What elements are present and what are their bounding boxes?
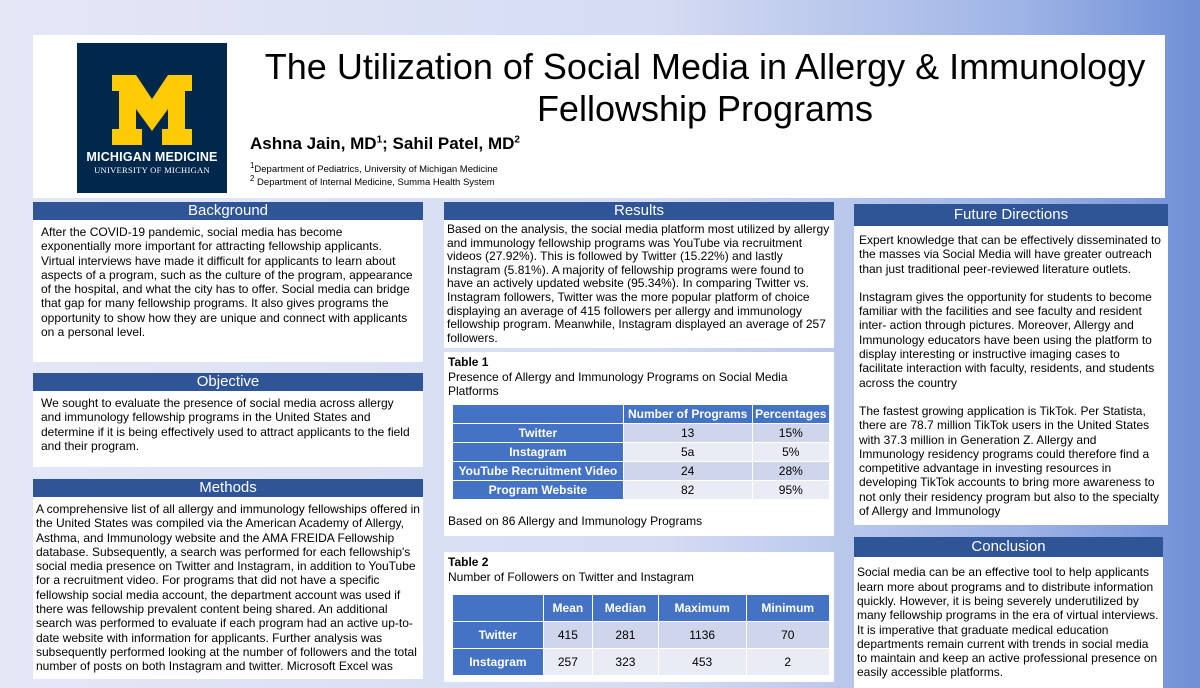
table-header-row — [453, 594, 830, 621]
table-cell: 13 — [623, 424, 752, 443]
table-cell: YouTube Recruitment Video — [453, 462, 624, 481]
table1-label: Table 1 — [448, 355, 489, 370]
column-header: Minimum — [746, 594, 830, 621]
table-row — [453, 443, 830, 462]
table2-box — [444, 552, 834, 682]
middle-column — [444, 202, 834, 682]
results-heading: Results — [444, 202, 834, 220]
table2-label: Table 2 — [448, 555, 489, 570]
future-directions-heading: Future Directions — [854, 204, 1168, 226]
table-row — [453, 424, 830, 443]
table-cell: 24 — [623, 462, 752, 481]
table-cell: 5a — [623, 443, 752, 462]
column-header — [453, 594, 544, 621]
table2 — [452, 594, 830, 676]
table-cell: 257 — [543, 648, 592, 675]
left-column — [33, 202, 423, 679]
table-cell: 15% — [752, 424, 829, 443]
table-row — [453, 462, 830, 481]
affiliation-1: $^1$Department of Pediatrics, University of Michigan Medicine — [250, 161, 498, 176]
logo-subtext: UNIVERSITY OF MICHIGAN — [94, 165, 210, 175]
table-cell: 2 — [746, 648, 830, 675]
table-cell: Program Website — [453, 481, 624, 500]
authors: Ashna Jain, $MD^1$; Sahil Patel, $MD^2$ — [250, 134, 520, 153]
right-column — [854, 204, 1168, 688]
poster-title: The Utilization of Social Media in Allergy & Immunology Fellowship Programs — [264, 46, 1146, 129]
column-header: Mean — [543, 594, 592, 621]
table1-box — [444, 352, 834, 536]
table-cell: 70 — [746, 621, 830, 648]
column-header: Number of Programs — [623, 405, 752, 424]
block-m-icon — [112, 75, 192, 145]
table1 — [452, 404, 830, 500]
table-cell: 5% — [752, 443, 829, 462]
table2-caption: Number of Followers on Twitter and Instagram — [448, 569, 694, 584]
table-cell: 281 — [593, 621, 659, 648]
table-cell: 323 — [593, 648, 659, 675]
column-header: Maximum — [658, 594, 746, 621]
methods-heading: Methods — [33, 479, 423, 497]
table-cell: 82 — [623, 481, 752, 500]
table-row — [453, 648, 830, 675]
logo-text: MICHIGAN MEDICINE — [86, 150, 218, 164]
table-row — [453, 621, 830, 648]
table-cell: 95% — [752, 481, 829, 500]
conclusion-text: Social media can be an effective tool to help applicants learn more about programs and to distribute information quickly. However, it is being severely underutilized by many fellowship programs in the era of virtual interviews. It is imperative that graduate medical education departments remain current with trends in social media to maintain and keep an active professional presence on easily accessible platforms. — [854, 557, 1163, 687]
table-header-row — [453, 405, 830, 424]
objective-text: We sought to evaluate the presence of social media across allergy and immunology fellowship programs in the United States and determine if it is being effectively used to attract applicants to the field and their program. — [33, 391, 423, 467]
column-header — [453, 405, 624, 424]
table1-caption: Presence of Allergy and Immunology Programs on Social Media Platforms — [448, 369, 788, 398]
table-cell: Instagram — [453, 443, 624, 462]
results-text: Based on the analysis, the social media platform most utilized by allergy and immunology fellowship programs was YouTube via recruitment videos (27.92%). This is followed by Twitter (15.22%) and lastly Instagram (5.81%). A majority of fellowship programs were found to have an actively updated website (95.34%). In comparing Twitter vs. Instagram followers, Twitter was the more popular platform of choice displaying an average of 415 followers per allergy and immunology fellowship program. Meanwhile, Instagram displayed an average of 257 followers. — [444, 220, 834, 348]
table-cell: Instagram — [453, 648, 544, 675]
table-cell: 453 — [658, 648, 746, 675]
objective-heading: Objective — [33, 373, 423, 391]
table-cell: 28% — [752, 462, 829, 481]
background-text: After the COVID-19 pandemic, social media has become exponentially more important for attracting fellowship applicants. Virtual interviews have made it difficult for applicants to learn about aspects of a program, such as the culture of the program, appearance of the hospital, and what the city has to offer. Social media can bridge that gap for many fellowship programs. It also gives programs the opportunity to show how they are unique and connect with applicants on a personal level. — [33, 220, 423, 362]
table-cell: 1136 — [658, 621, 746, 648]
conclusion-heading: Conclusion — [854, 537, 1163, 557]
column-header: Median — [593, 594, 659, 621]
table-cell: Twitter — [453, 424, 624, 443]
table-cell: 415 — [543, 621, 592, 648]
michigan-medicine-logo — [77, 43, 227, 193]
future-directions-text: Expert knowledge that can be effectively disseminated to the masses via Social Media will have greater outreach than just traditional peer-reviewed literature outlets. Instagram gives the opportunity for students to become familiar with the facilities and see faculty and resident inter- action through pictures. Moreover, Allergy and Immunology educators have been using the platform to display interesting or instructive imaging cases to facilitate interaction with faculty, residents, and students across the country The fastest growing application is TikTok. Per Statista, there are 78.7 million TikTok users in the United States with 37.3 million in Generation Z. Allergy and Immunology residency programs could therefore find a competitive advantage in investing resources in developing TikTok accounts to bring more awareness to not only their residency program but also to the specialty of Allergy and Immunology — [854, 226, 1168, 525]
table1-note: Based on 86 Allergy and Immunology Programs — [448, 514, 703, 529]
affiliation-2: $^2$ Department of Internal Medicine, Summa Health System — [250, 174, 495, 189]
background-heading: Background — [33, 202, 423, 220]
column-header: Percentages — [752, 405, 829, 424]
table-cell: Twitter — [453, 621, 544, 648]
methods-text: A comprehensive list of all allergy and immunology fellowships offered in the United States was compiled via the American Academy of Allergy, Asthma, and Immunology website and the AMA FREIDA Fellowship database. Subsequently, a search was performed for each fellowship's social media presence on Twitter and Instagram, in addition to YouTube for a recruitment video. For programs that did not have a specific fellowship social media account, the department account was used if there was fellowship prevalent content being shared. An additional search was performed to evaluate if each program had an active up-to-date website with information for applicants. Further analysis was subsequently performed looking at the number of followers and the total number of posts on both Instagram and twitter. Microsoft Excel was — [33, 497, 423, 679]
table-row — [453, 481, 830, 500]
